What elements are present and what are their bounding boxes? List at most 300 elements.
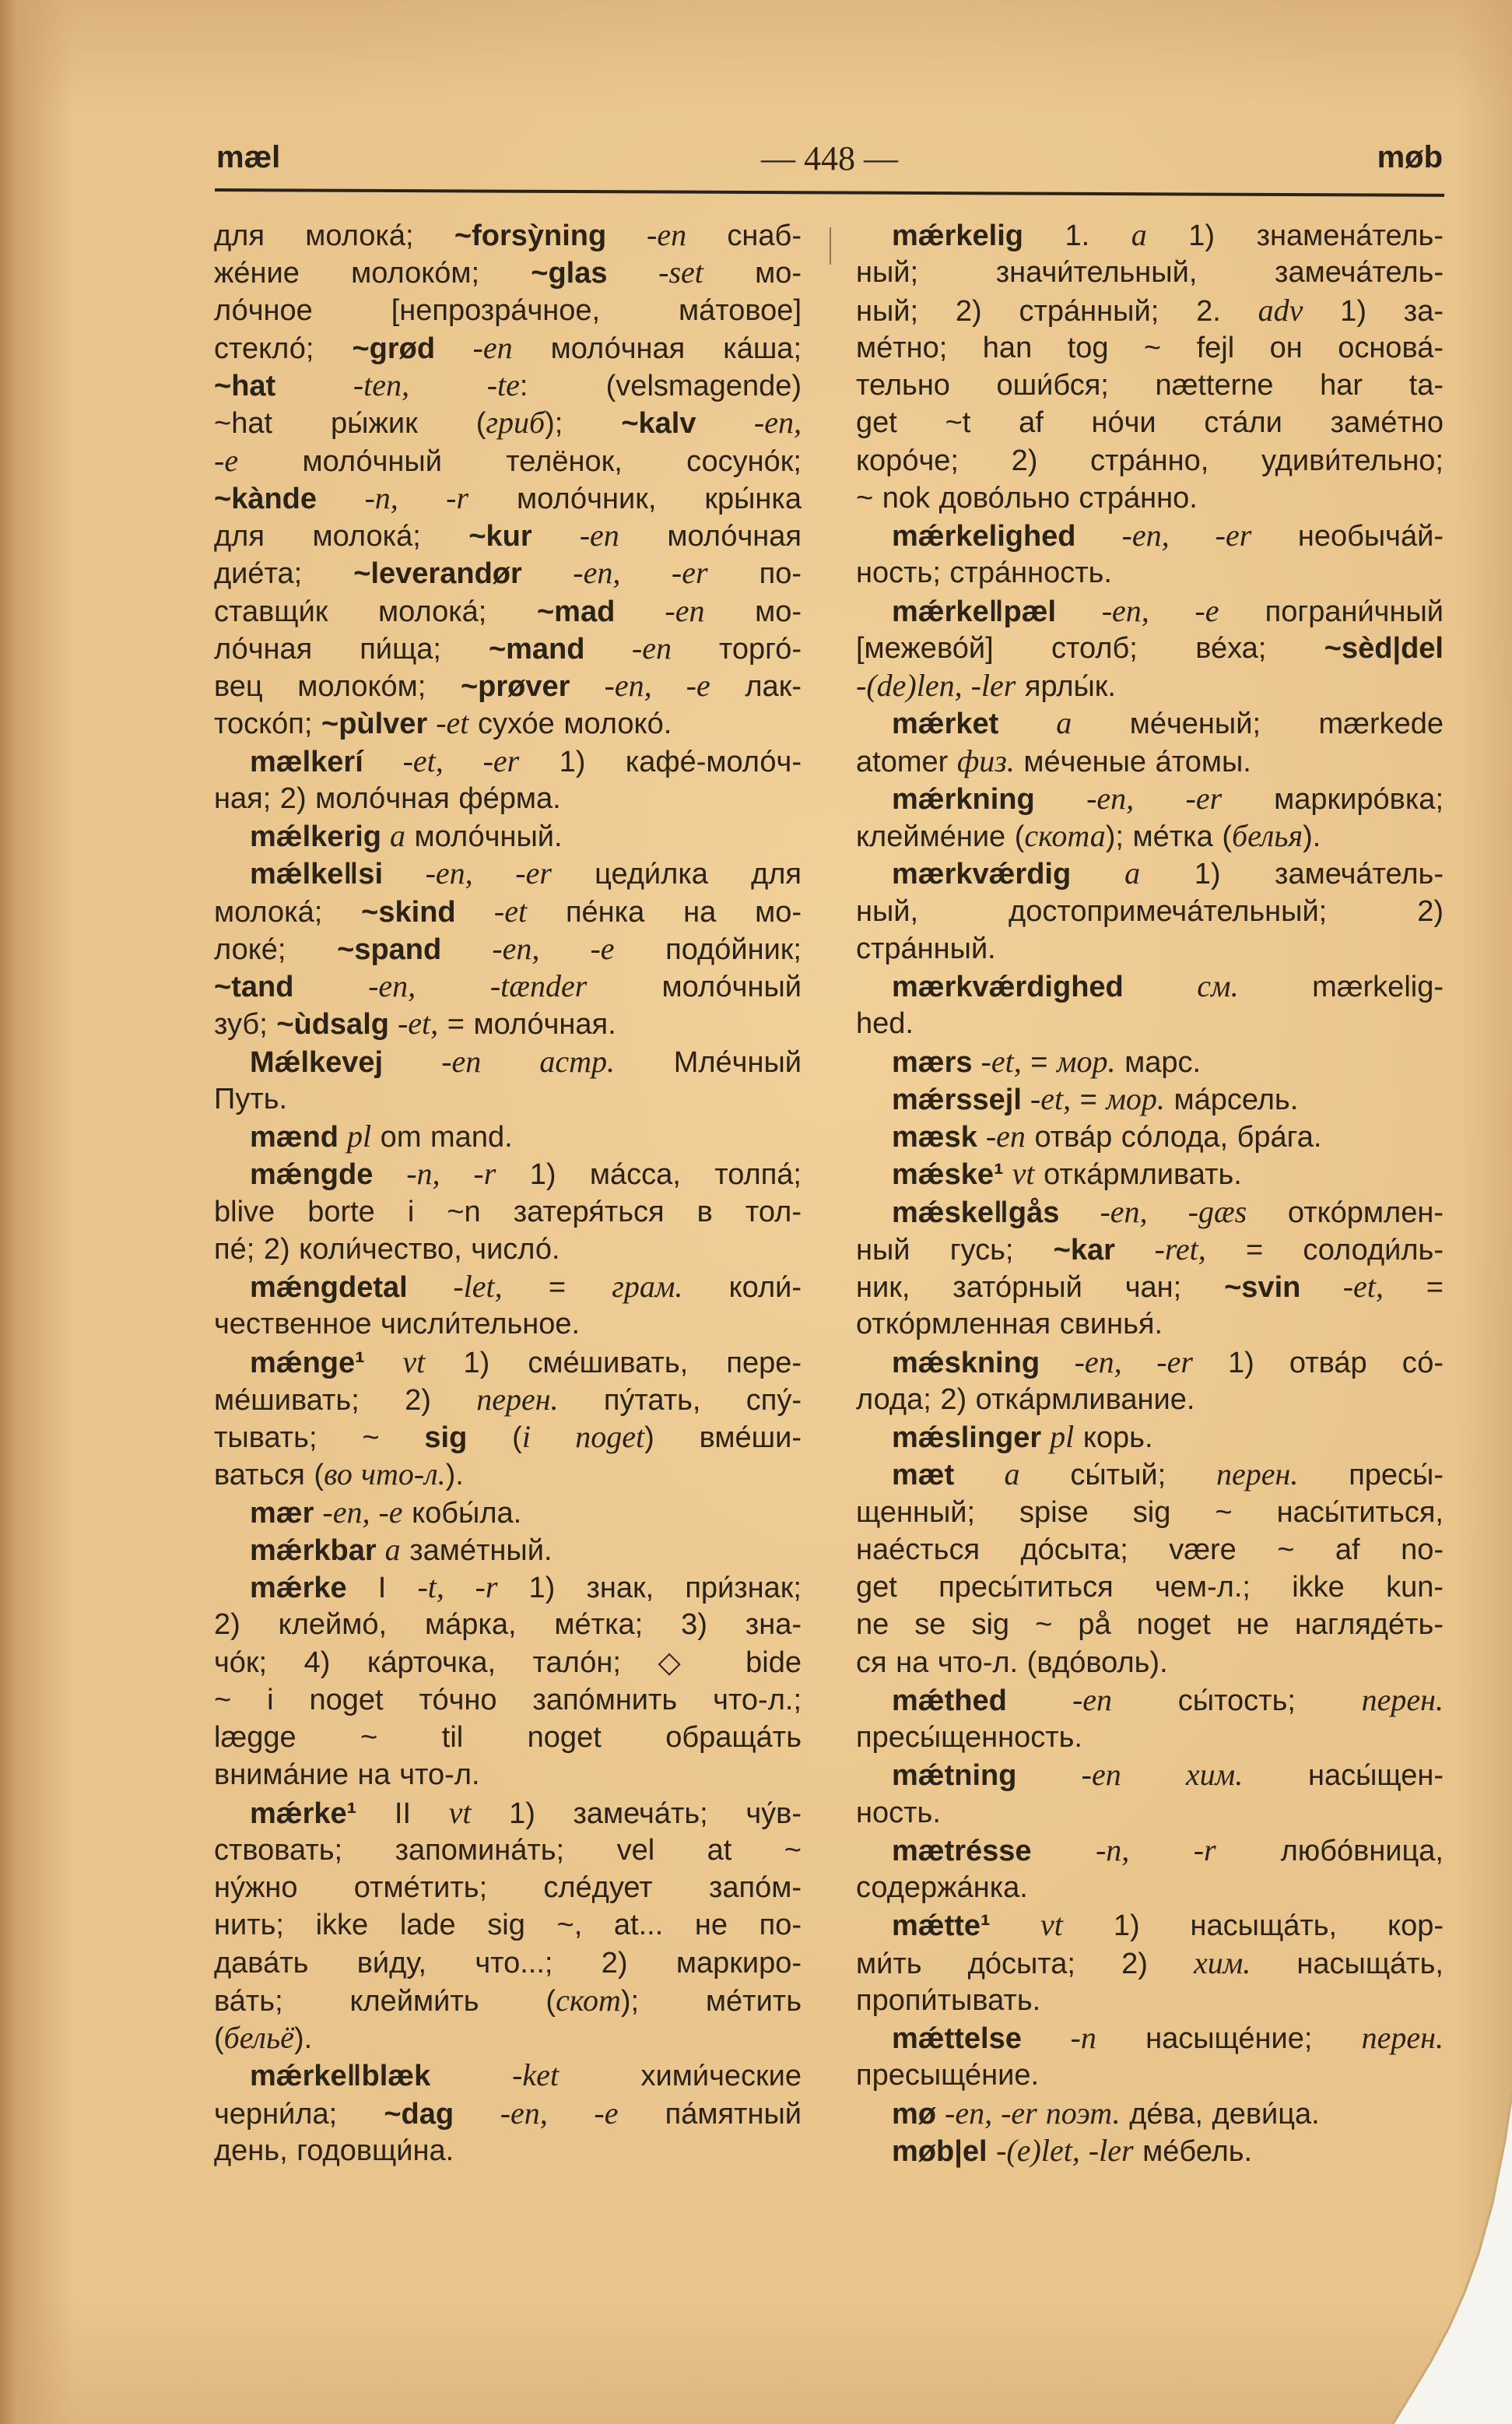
dictionary-entry: [214, 855, 802, 1042]
dictionary-entry: [214, 1155, 802, 1268]
grammar-label: -(de)len, -ler: [856, 668, 1016, 703]
definition-text: [межево́й] столб; ве́ха;: [856, 631, 1324, 665]
entry-line: [214, 254, 802, 291]
dictionary-entry: [856, 1080, 1444, 1118]
bold-term: mø: [892, 2097, 936, 2131]
entry-line: [214, 2095, 802, 2132]
entry-line: [214, 1456, 802, 1493]
entry-line: [214, 367, 802, 404]
entry-line: [214, 1155, 802, 1193]
definition-text: щенный; spise sig ~ насы́титься,: [856, 1495, 1444, 1529]
grammar-label: -en, -e: [570, 668, 710, 703]
grammar-label: во что-л.: [324, 1456, 446, 1492]
entry-line: [856, 1869, 1444, 1906]
entry-line: [214, 1268, 802, 1305]
definition-text: ну́жно отме́тить; сле́дует запо́м-: [214, 1871, 802, 1904]
grammar-label: a: [1131, 217, 1147, 252]
bold-term: mǽtning: [892, 1759, 1017, 1793]
definition-text: локе́;: [214, 933, 338, 966]
dictionary-entry: [856, 1043, 1444, 1080]
dictionary-entry: [214, 1043, 802, 1119]
definition-text: ~ i noget то́чно запо́мнить что-л.;: [214, 1683, 802, 1716]
entry-line: [856, 1005, 1444, 1042]
definition-text: II: [356, 1797, 449, 1830]
entry-line: [214, 1531, 802, 1569]
entry-line: [214, 1756, 802, 1793]
definition-text: насы́щен-: [1243, 1759, 1444, 1793]
definition-text: пресы́щенность.: [856, 1721, 1082, 1754]
definition-text: =: [1021, 1045, 1057, 1079]
entry-line: [214, 1118, 802, 1155]
bold-term: mǽnge¹: [250, 1346, 365, 1379]
dictionary-entry: [856, 1456, 1444, 1681]
entry-line: [214, 1418, 802, 1456]
dictionary-entry: [856, 1832, 1444, 1907]
entry-line: [856, 1944, 1444, 1982]
definition-text: стра́нный.: [856, 932, 996, 965]
definition-text: насыща́ть,: [1251, 1947, 1444, 1980]
grammar-label: -et: [455, 893, 528, 929]
dictionary-entry: [856, 2095, 1444, 2132]
grammar-label: скота: [1024, 818, 1106, 853]
entry-line: [856, 329, 1444, 367]
definition-text: ность; стра́нность.: [856, 557, 1112, 590]
definition-text: ный гусь;: [856, 1233, 1054, 1266]
right-column: [856, 216, 1444, 2169]
entry-line: [856, 704, 1444, 742]
definition-text: hed.: [856, 1007, 914, 1041]
definition-text: Мле́чный: [615, 1045, 802, 1079]
entry-line: [856, 855, 1444, 892]
entry-line: [856, 1719, 1444, 1756]
definition-text: 1.: [1023, 220, 1131, 252]
definition-text: ва́ть; клейми́ть (: [214, 1984, 556, 2018]
definition-text: ный, достопримеча́тельный; 2): [856, 894, 1444, 928]
grammar-label: -et, -er: [363, 743, 520, 778]
bold-term: ~tand: [214, 971, 294, 1003]
definition-text: отко́рмлен-: [1247, 1196, 1444, 1229]
grammar-label: pl: [339, 1119, 372, 1154]
entry-line: [856, 1756, 1444, 1793]
entry-line: [214, 1719, 802, 1756]
left-guide-word: mæl: [216, 140, 281, 174]
definition-text: па́мятный: [618, 2097, 802, 2131]
grammar-label: -en,: [696, 405, 802, 441]
grammar-label: -et,: [972, 1043, 1022, 1079]
entry-line: [214, 743, 802, 780]
definition-text: 1) сме́шивать, пере-: [425, 1346, 802, 1379]
definition-text: моло́чник, кры́нка: [468, 482, 802, 515]
grammar-label: -en, -er поэт.: [936, 2095, 1121, 2131]
definition-text: торго́-: [671, 632, 802, 666]
grammar-label: бельё: [223, 2020, 294, 2055]
definition-text: заме́тный.: [400, 1533, 553, 1567]
entry-line: [214, 216, 802, 254]
entry-line: [214, 1193, 802, 1231]
dictionary-entry: [856, 592, 1444, 705]
definition-text: содержа́нка.: [856, 1871, 1028, 1904]
definition-text: ); ме́тить: [620, 1984, 802, 2018]
definition-text: ник, зато́рный чан;: [856, 1271, 1225, 1304]
grammar-label: vt: [990, 1907, 1063, 1943]
definition-text: = моло́чная.: [438, 1008, 616, 1042]
entry-line: [214, 442, 802, 480]
left-column: [214, 216, 802, 2169]
definition-text: ).: [293, 2022, 313, 2055]
bold-term: sig: [424, 1421, 468, 1454]
definition-text: дава́ть ви́ду, что...; 2) маркиро-: [214, 1946, 802, 1980]
definition-text: blive borte i ~n затеря́ться в тол-: [214, 1195, 802, 1228]
bold-term: ~dag: [384, 2097, 454, 2131]
grammar-label: -e: [214, 442, 239, 478]
grammar-label: -en, -er: [1040, 1344, 1193, 1379]
definition-text: ~hat ры́жик (: [214, 407, 486, 441]
grammar-label: -et: [427, 705, 469, 741]
definition-text: нае́сться до́сыта; være ~ af no-: [856, 1533, 1444, 1566]
entry-line: [856, 1681, 1444, 1719]
definition-text: моло́чная ка́ша;: [512, 332, 802, 365]
grammar-label: -et,: [1300, 1269, 1384, 1304]
entry-line: [214, 1906, 802, 1944]
entry-line: [214, 1606, 802, 1643]
dictionary-entry: [214, 1118, 802, 1155]
entry-line: [856, 2057, 1444, 2094]
bold-term: mǽslinger: [892, 1421, 1042, 1454]
grammar-label: -en, -er: [1075, 518, 1252, 553]
definition-text: (: [467, 1421, 522, 1454]
definition-text: ма́рсель.: [1164, 1083, 1299, 1116]
bold-term: mǽttelse: [892, 2022, 1022, 2055]
entry-line: [856, 1906, 1444, 1944]
dictionary-entry: [214, 1344, 802, 1494]
definition-text: 1) отва́р со́-: [1192, 1346, 1444, 1379]
definition-text: get пресы́титься чем-л.; ikke kun-: [856, 1571, 1444, 1604]
bold-term: mǽrkbar: [250, 1533, 377, 1567]
entry-line: [856, 1080, 1444, 1118]
definition-text: де́ва, деви́ца.: [1120, 2097, 1320, 2131]
definition-text: ваться (: [214, 1459, 325, 1492]
entry-line: [214, 2132, 802, 2169]
entry-line: [856, 1043, 1444, 1080]
entry-line: [856, 930, 1444, 968]
entry-line: [856, 1268, 1444, 1305]
definition-text: ствовать; запомина́ть; vel at ~: [214, 1833, 802, 1867]
definition-text: кобы́ла.: [402, 1496, 522, 1530]
grammar-label: -en, -er: [383, 855, 552, 891]
dictionary-entry: [214, 817, 802, 855]
definition-text: мо-: [703, 257, 802, 290]
grammar-label: скот: [556, 1982, 621, 2018]
grammar-label: vt: [448, 1794, 472, 1830]
dictionary-entry: [214, 1531, 802, 1569]
entry-line: [214, 968, 802, 1005]
entry-line: [214, 1681, 802, 1719]
definition-text: ); ме́тка (: [1105, 820, 1232, 853]
bold-term: mǽngdetal: [250, 1271, 408, 1304]
definition-text: насыще́ние;: [1096, 2022, 1362, 2055]
running-header: [215, 137, 1444, 181]
grammar-label: -let,: [407, 1269, 503, 1304]
definition-text: моло́чный: [587, 971, 802, 1003]
grammar-label: -en хим.: [1016, 1757, 1244, 1793]
bold-term: mǽske‖gås: [892, 1196, 1060, 1229]
definition-text: мо-: [704, 595, 802, 628]
definition-text: тывать; ~: [214, 1421, 425, 1454]
entry-line: [856, 893, 1444, 930]
definition-text: нить; ikke lade sig ~, at... не по-: [214, 1909, 802, 1942]
definition-text: ) вме́ши-: [644, 1421, 802, 1454]
grammar-label: pl: [1041, 1419, 1075, 1454]
entry-line: [214, 329, 802, 367]
entry-line: [856, 216, 1444, 254]
bold-term: mǽrkelighed: [892, 520, 1076, 553]
entry-line: [856, 1155, 1444, 1193]
grammar-label: белья: [1231, 818, 1303, 853]
definition-text: =: [1071, 1083, 1107, 1116]
definition-text: atomer: [856, 745, 957, 778]
entry-line: [214, 855, 802, 892]
definition-text: отка́рмливать.: [1034, 1158, 1242, 1192]
grammar-label: vt: [364, 1344, 426, 1379]
grammar-label: гриб: [486, 405, 546, 441]
entry-line: [856, 592, 1444, 630]
dictionary-entry: [856, 1155, 1444, 1193]
entry-line: [856, 517, 1444, 554]
entry-line: [856, 1569, 1444, 1606]
definition-text: чественное числи́тельное.: [214, 1308, 581, 1341]
bold-term: ~forsỳning: [454, 220, 607, 252]
bold-term: mǽthed: [892, 1684, 1007, 1717]
dictionary-entry: [856, 1193, 1444, 1344]
definition-text: молока́;: [214, 895, 362, 929]
entry-line: [856, 2132, 1444, 2169]
grammar-label: хим.: [1194, 1944, 1251, 1980]
dictionary-entry: [214, 1794, 802, 2057]
entry-line: [856, 1794, 1444, 1832]
definition-text: подо́йник;: [614, 933, 802, 966]
bold-term: ~leverandør: [353, 557, 522, 591]
definition-text: ).: [1303, 820, 1321, 853]
grammar-label: -t, -r: [417, 1569, 498, 1604]
bold-term: mærs: [892, 1045, 973, 1079]
entry-line: [856, 1494, 1444, 1531]
definition-text: ность.: [856, 1796, 941, 1829]
bold-term: mælkerí: [250, 745, 363, 778]
entry-line: [856, 1644, 1444, 1681]
column-divider: [830, 227, 831, 265]
entry-line: [856, 2019, 1444, 2057]
definition-text: Путь.: [214, 1082, 288, 1115]
entry-line: [214, 1305, 802, 1343]
dictionary-entry: [856, 216, 1444, 517]
bold-term: mǽrke‖pæl: [892, 595, 1057, 628]
definition-text: ся на что-л. (вдо́воль).: [856, 1646, 1168, 1679]
bold-term: ~grød: [352, 332, 436, 365]
definition-text: ~ nok дово́льно стра́нно.: [856, 481, 1198, 515]
grammar-label: -en: [1006, 1681, 1113, 1717]
definition-text: чо́к; 4) ка́рточка, тало́н; ◇ bide: [214, 1646, 802, 1679]
grammar-label: перен.: [1361, 1681, 1444, 1717]
entry-line: [856, 404, 1444, 441]
definition-text: I: [346, 1572, 418, 1604]
bold-term: mæt: [892, 1459, 955, 1492]
definition-text: тоско́п;: [214, 708, 321, 741]
grammar-label: -en: [977, 1119, 1026, 1154]
entry-line: [856, 630, 1444, 667]
grammar-label: перен.: [476, 1381, 559, 1417]
definition-text: ный; значи́тельный, замеча́тель-: [856, 256, 1444, 290]
definition-text: сухо́е молоко́.: [468, 708, 672, 741]
definition-text: снаб-: [686, 220, 802, 252]
entry-line: [856, 1381, 1444, 1418]
bold-term: ~kur: [468, 520, 532, 553]
entry-line: [214, 1231, 802, 1268]
dictionary-entry: [214, 2057, 802, 2169]
definition-text: =: [502, 1271, 612, 1304]
dictionary-entry: [856, 1344, 1444, 1419]
definition-text: ).: [445, 1459, 464, 1492]
dictionary-entry: [856, 704, 1444, 780]
definition-text: = солоди́ль-: [1205, 1233, 1444, 1266]
definition-text: ме́ченый; mærkede: [1072, 708, 1444, 741]
dictionary-entry: [856, 1906, 1444, 2019]
entry-line: [856, 1606, 1444, 1643]
entry-line: [214, 1982, 802, 2019]
grammar-label: -ket: [430, 2057, 560, 2093]
bold-term: ~glas: [531, 257, 608, 290]
continued-entry: [214, 216, 802, 743]
definition-text: моло́чный.: [405, 820, 563, 853]
bold-term: ~mand: [488, 632, 585, 666]
definition-text: 1) замеча́ть; чу́в-: [471, 1797, 802, 1830]
entry-line: [214, 704, 802, 742]
grammar-label: -n, -r: [317, 480, 469, 515]
grammar-label: -et,: [388, 1006, 439, 1042]
entry-line: [214, 1080, 802, 1118]
grammar-label: a: [376, 1531, 401, 1567]
bold-term: mærkvǽrdighed: [892, 971, 1124, 1003]
grammar-label: перен.: [1361, 2020, 1444, 2055]
definition-text: get ~t af но́чи ста́ли заме́тно: [856, 406, 1444, 440]
definition-text: необыча́й-: [1251, 520, 1444, 553]
entry-line: [856, 1832, 1444, 1869]
definition-text: lægge ~ til noget обраща́ть: [214, 1721, 802, 1754]
bold-term: ~ùdsalg: [276, 1008, 389, 1042]
entry-line: [214, 592, 802, 630]
grammar-label: -en, -e: [454, 2095, 619, 2131]
definition-text: лак-: [710, 670, 802, 703]
bold-term: mǽrkelig: [892, 220, 1023, 252]
entry-line: [856, 1118, 1444, 1155]
definition-text: зуб;: [214, 1008, 277, 1042]
definition-text: для молока́;: [214, 220, 454, 252]
grammar-label: -n, -r: [1031, 1832, 1216, 1867]
definition-text: стекло́;: [214, 332, 353, 365]
dictionary-entry: [214, 1569, 802, 1794]
grammar-label: a: [381, 818, 405, 853]
grammar-label: -en, -tænder: [293, 968, 588, 1003]
bold-term: ~skind: [361, 895, 456, 929]
definition-text: ставщи́к молока́;: [214, 595, 537, 628]
entry-line: [214, 1043, 802, 1080]
bold-term: mǽlke‖si: [250, 858, 383, 891]
bold-term: ~hat: [214, 370, 276, 402]
bold-term: mǽngde: [250, 1158, 374, 1192]
definition-text: хими́ческие: [559, 2060, 802, 2093]
bold-term: mærkvǽrdig: [892, 858, 1072, 891]
definition-text: вец молоко́м;: [214, 670, 461, 703]
definition-text: коро́че; 2) стра́нно, удиви́тельно;: [856, 444, 1444, 477]
bold-term: ~mad: [536, 595, 616, 628]
dictionary-entry: [214, 743, 802, 818]
bold-term: mænd: [250, 1121, 339, 1154]
entry-line: [856, 743, 1444, 780]
dictionary-entry: [214, 1268, 802, 1344]
definition-text: ме́бель.: [1133, 2134, 1253, 2168]
definition-text: [1124, 971, 1198, 1003]
definition-text: 1) насыща́ть, кор-: [1062, 1909, 1444, 1943]
bold-term: mǽske¹: [892, 1158, 1004, 1192]
definition-text: сы́тый;: [1019, 1459, 1216, 1492]
grammar-label: -en, -e: [441, 930, 615, 966]
definition-text: (: [214, 2022, 224, 2055]
entry-line: [214, 2057, 802, 2094]
dictionary-entry: [856, 1418, 1444, 1456]
grammar-label: -(e)let, -ler: [996, 2132, 1134, 2168]
header-rule: [215, 188, 1444, 197]
definition-text: ярлы́к.: [1016, 670, 1116, 703]
definition-text: 1) знамена́тель-: [1146, 220, 1444, 252]
entry-line: [214, 517, 802, 554]
definition-text: сы́тость;: [1112, 1684, 1362, 1717]
dictionary-entry: [856, 780, 1444, 855]
grammar-label: грам.: [612, 1269, 683, 1304]
grammar-label: a: [998, 705, 1072, 741]
grammar-label: -n: [1021, 2020, 1096, 2055]
entry-line: [214, 1344, 802, 1381]
grammar-label: см.: [1197, 968, 1239, 1003]
definition-text: );: [545, 407, 622, 441]
definition-text: ме́ченые а́томы.: [1014, 745, 1251, 778]
definition-text: цеди́лка для: [551, 858, 802, 891]
definition-text: моло́чный телёнок, сосуно́к;: [238, 444, 802, 478]
definition-text: ный; 2) стра́нный; 2.: [856, 294, 1258, 328]
grammar-label: vt: [1003, 1156, 1035, 1192]
bold-term: mǽrkning: [892, 782, 1035, 816]
grammar-label: -en: [584, 630, 672, 666]
grammar-label: -en: [606, 217, 687, 252]
definition-text: день, годовщи́на.: [214, 2134, 454, 2167]
bold-term: ~prøver: [460, 670, 570, 703]
bold-term: ~svin: [1224, 1271, 1301, 1304]
entry-line: [214, 1494, 802, 1531]
bold-term: mǽrssejl: [892, 1083, 1022, 1116]
bold-term: mǽskning: [892, 1346, 1040, 1379]
definition-text: клейме́ние (: [856, 820, 1025, 853]
page-number: — 448 —: [761, 139, 898, 177]
definition-text: ме́тно; han tog ~ fejl он основа́-: [856, 331, 1444, 364]
grammar-label: -en, -gæs: [1059, 1193, 1247, 1229]
entry-line: [856, 1982, 1444, 2019]
definition-text: [988, 2135, 997, 2168]
entry-line: [214, 780, 802, 817]
definition-text: отва́р со́лода, бра́га.: [1025, 1121, 1322, 1154]
definition-text: : (velsmagende): [519, 370, 802, 402]
entry-line: [214, 554, 802, 592]
dictionary-entry: [856, 1118, 1444, 1155]
bold-term: ~spand: [337, 933, 442, 966]
definition-text: любо́вница,: [1216, 1834, 1444, 1867]
